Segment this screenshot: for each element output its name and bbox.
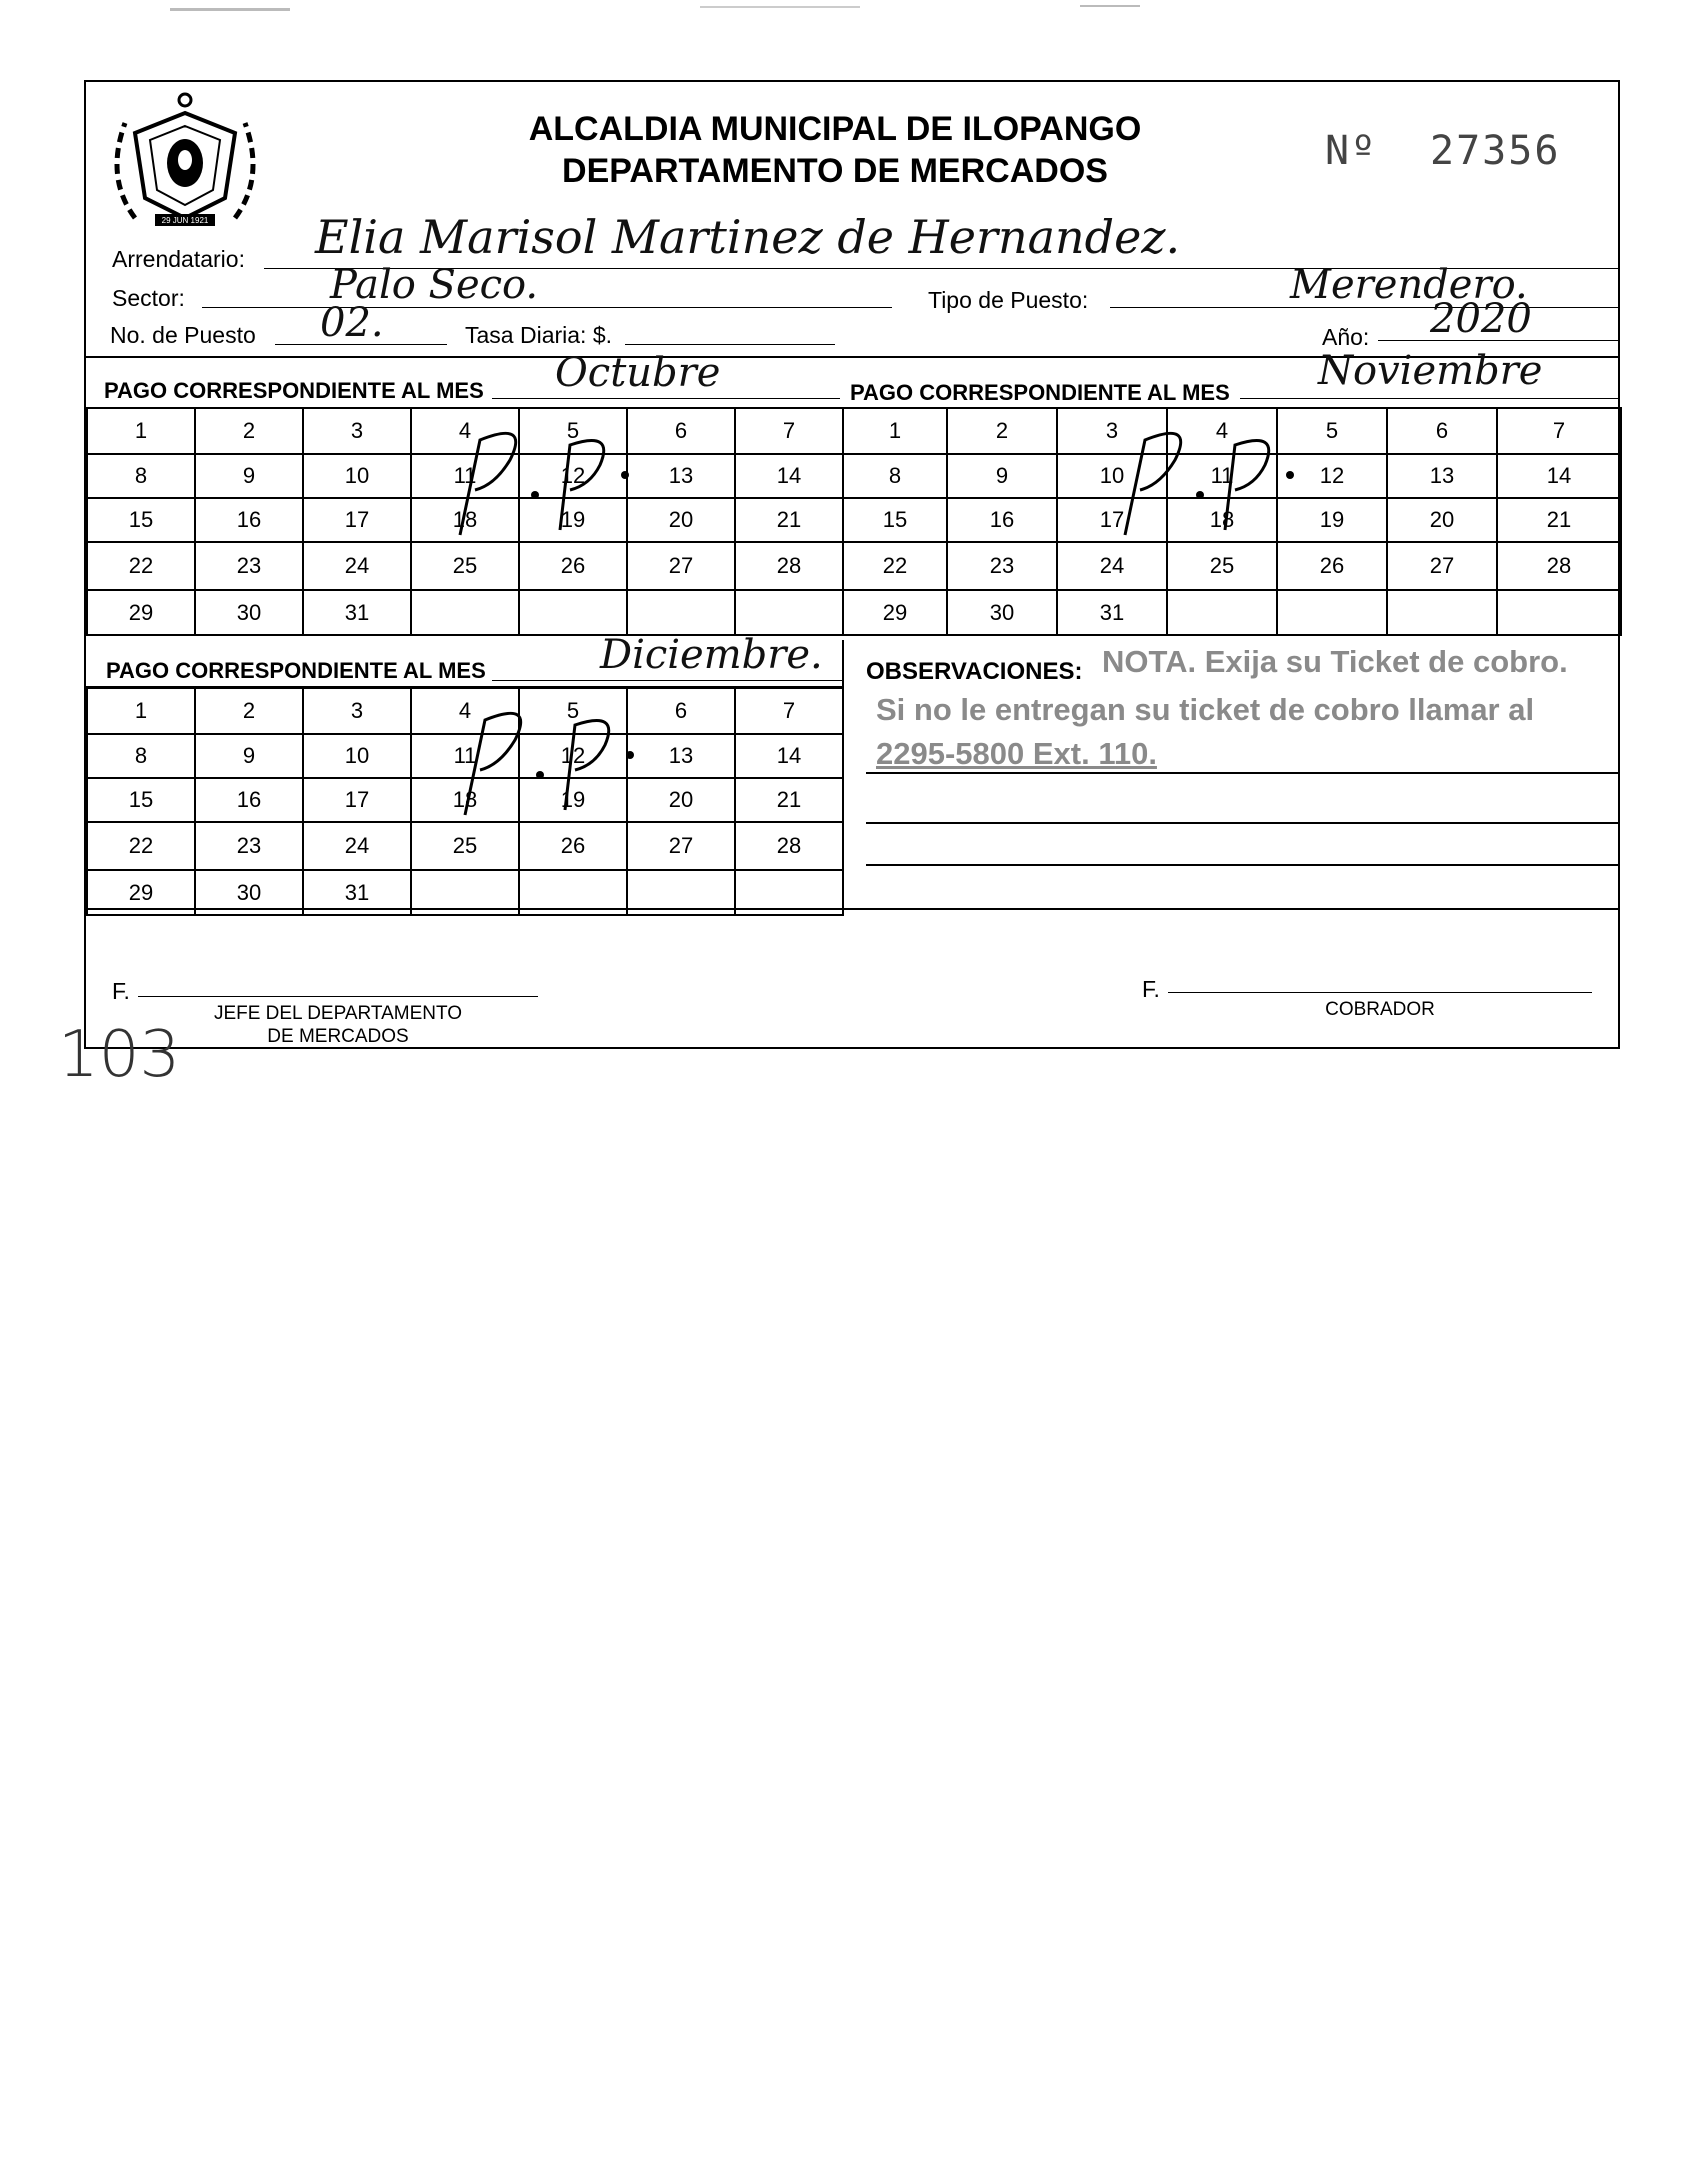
day-cell: 12 [519,734,627,778]
tipo-puesto-value: Merendero. [1290,262,1528,308]
empty-day-cell [1167,590,1277,635]
note-line2: Si no le entregan su ticket de cobro llamar al [876,692,1535,727]
day-cell: 9 [947,454,1057,498]
folio-label: Nº [1325,128,1378,174]
day-cell: 29 [87,870,195,915]
day-cell: 27 [627,822,735,870]
anio-value: 2020 [1430,296,1532,342]
day-cell: 18 [1167,498,1277,542]
day-cell: 4 [1167,408,1277,454]
observaciones-line [866,864,1620,866]
paid-mark-december [445,700,645,830]
day-cell: 5 [1277,408,1387,454]
day-cell: 15 [843,498,947,542]
day-cell: 22 [87,822,195,870]
month-2-value: Noviembre [1318,348,1543,394]
day-cell: 29 [87,590,195,635]
day-cell: 8 [843,454,947,498]
day-cell: 15 [87,778,195,822]
day-cell: 19 [519,778,627,822]
day-cell: 2 [195,688,303,734]
seal-date: 29 JUN 1921 [161,216,209,225]
day-cell: 26 [519,542,627,590]
month-2-underline [1240,398,1620,399]
day-cell: 11 [1167,454,1277,498]
jefe-signature-caption-1: JEFE DEL DEPARTAMENTO [213,1003,463,1024]
observaciones-label: OBSERVACIONES: [866,658,1083,685]
day-cell: 20 [627,778,735,822]
page-title-line1: ALCALDIA MUNICIPAL DE ILOPANGO [528,110,1142,148]
day-cell: 24 [303,542,411,590]
day-cell: 22 [843,542,947,590]
day-cell: 14 [1497,454,1621,498]
sector-underline [202,307,892,308]
day-cell: 28 [735,822,843,870]
day-cell: 28 [735,542,843,590]
day-cell: 13 [1387,454,1497,498]
day-cell: 17 [303,498,411,542]
day-cell: 13 [627,734,735,778]
empty-day-cell [1277,590,1387,635]
month-1-value: Octubre [555,350,721,396]
month-3-underline [492,680,842,681]
day-cell: 19 [1277,498,1387,542]
day-cell: 16 [195,778,303,822]
day-cell: 10 [303,454,411,498]
day-cell: 16 [195,498,303,542]
day-cell: 12 [519,454,627,498]
day-cell: 23 [195,542,303,590]
paid-mark-text [0,0,2,1]
cobrador-signature-prefix: F. [1142,976,1160,1002]
day-cell: 3 [303,408,411,454]
day-cell: 14 [735,734,843,778]
page-title-line2: DEPARTAMENTO DE MERCADOS [562,152,1108,190]
month-3-value: Diciembre. [600,632,823,678]
empty-day-cell [627,590,735,635]
day-cell: 18 [411,498,519,542]
day-cell: 31 [1057,590,1167,635]
day-cell: 17 [1057,498,1167,542]
day-cell: 3 [1057,408,1167,454]
day-cell: 16 [947,498,1057,542]
day-cell: 9 [195,734,303,778]
day-cell: 25 [411,542,519,590]
day-cell: 27 [627,542,735,590]
day-cell: 23 [947,542,1057,590]
arrendatario-label: Arrendatario: [112,246,245,272]
cobrador-signature-caption: COBRADOR [1325,999,1435,1020]
sector-value: Palo Seco. [330,262,539,308]
day-cell: 1 [87,688,195,734]
day-cell: 4 [411,688,519,734]
scan-artifact [170,8,290,11]
day-cell: 17 [303,778,411,822]
margin-note: 103 [58,1018,181,1092]
day-cell: 4 [411,408,519,454]
month-1-underline [492,398,840,399]
jefe-signature-prefix: F. [112,978,130,1004]
day-cell: 25 [1167,542,1277,590]
day-cell: 12 [1277,454,1387,498]
day-cell: 31 [303,590,411,635]
day-row [843,590,1621,635]
day-cell: 20 [627,498,735,542]
cobrador-signature-line [1168,992,1592,993]
month-1-label: PAGO CORRESPONDIENTE AL MES [104,378,484,403]
empty-day-cell [735,590,843,635]
day-cell: 9 [195,454,303,498]
day-cell: 2 [195,408,303,454]
folio-number: 27356 [1430,128,1561,174]
month-3-right-border [842,640,844,910]
day-cell: 20 [1387,498,1497,542]
day-cell: 23 [195,822,303,870]
tasa-diaria-underline [625,344,835,345]
sector-label: Sector: [112,285,185,311]
day-cell: 21 [735,498,843,542]
jefe-signature-caption-2: DE MERCADOS [267,1026,409,1047]
day-cell: 21 [1497,498,1621,542]
day-cell: 24 [1057,542,1167,590]
no-puesto-label: No. de Puesto [110,322,256,348]
day-cell: 1 [843,408,947,454]
scan-artifact [700,6,860,8]
note-line1: NOTA. Exija su Ticket de cobro. [1102,644,1568,679]
day-cell: 30 [947,590,1057,635]
municipal-seal-icon [100,88,270,238]
day-cell: 7 [1497,408,1621,454]
day-cell: 8 [87,734,195,778]
scan-artifact [1080,5,1140,7]
day-cell: 22 [87,542,195,590]
day-cell: 18 [411,778,519,822]
day-cell: 25 [411,822,519,870]
day-cell: 11 [411,734,519,778]
day-cell: 26 [519,822,627,870]
day-cell: 10 [1057,454,1167,498]
day-cell: 10 [303,734,411,778]
day-cell: 8 [87,454,195,498]
day-cell: 26 [1277,542,1387,590]
empty-day-cell [1497,590,1621,635]
month-3-label: PAGO CORRESPONDIENTE AL MES [106,658,486,683]
paid-mark-october [440,420,640,550]
jefe-signature-line [138,996,538,997]
day-cell: 5 [519,408,627,454]
day-cell: 28 [1497,542,1621,590]
day-cell: 11 [411,454,519,498]
day-cell: 13 [627,454,735,498]
day-cell: 6 [627,408,735,454]
month-2-label: PAGO CORRESPONDIENTE AL MES [850,380,1230,405]
empty-day-cell [411,590,519,635]
anio-label: Año: [1322,324,1370,350]
day-cell: 21 [735,778,843,822]
observaciones-line [866,772,1620,774]
day-cell: 29 [843,590,947,635]
day-cell: 5 [519,688,627,734]
day-row [87,590,843,635]
day-cell: 14 [735,454,843,498]
day-cell: 1 [87,408,195,454]
arrendatario-value: Elia Marisol Martinez de Hernandez. [315,210,1181,264]
day-cell: 30 [195,870,303,915]
section-divider [84,908,1620,910]
day-cell: 6 [1387,408,1497,454]
day-cell: 3 [303,688,411,734]
day-cell: 30 [195,590,303,635]
month-3-table-top [84,686,844,688]
tipo-puesto-label: Tipo de Puesto: [928,287,1089,313]
empty-day-cell [1387,590,1497,635]
tasa-diaria-label: Tasa Diaria: $. [465,322,613,348]
observaciones-line [866,822,1620,824]
day-cell: 27 [1387,542,1497,590]
day-cell: 2 [947,408,1057,454]
day-cell: 15 [87,498,195,542]
day-cell: 19 [519,498,627,542]
day-cell: 7 [735,408,843,454]
paid-mark-november [1105,420,1305,550]
day-cell: 24 [303,822,411,870]
day-cell: 6 [627,688,735,734]
note-line3: 2295-5800 Ext. 110. [876,736,1157,771]
day-cell: 31 [303,870,411,915]
empty-day-cell [519,590,627,635]
day-cell: 7 [735,688,843,734]
no-puesto-value: 02. [320,300,384,346]
